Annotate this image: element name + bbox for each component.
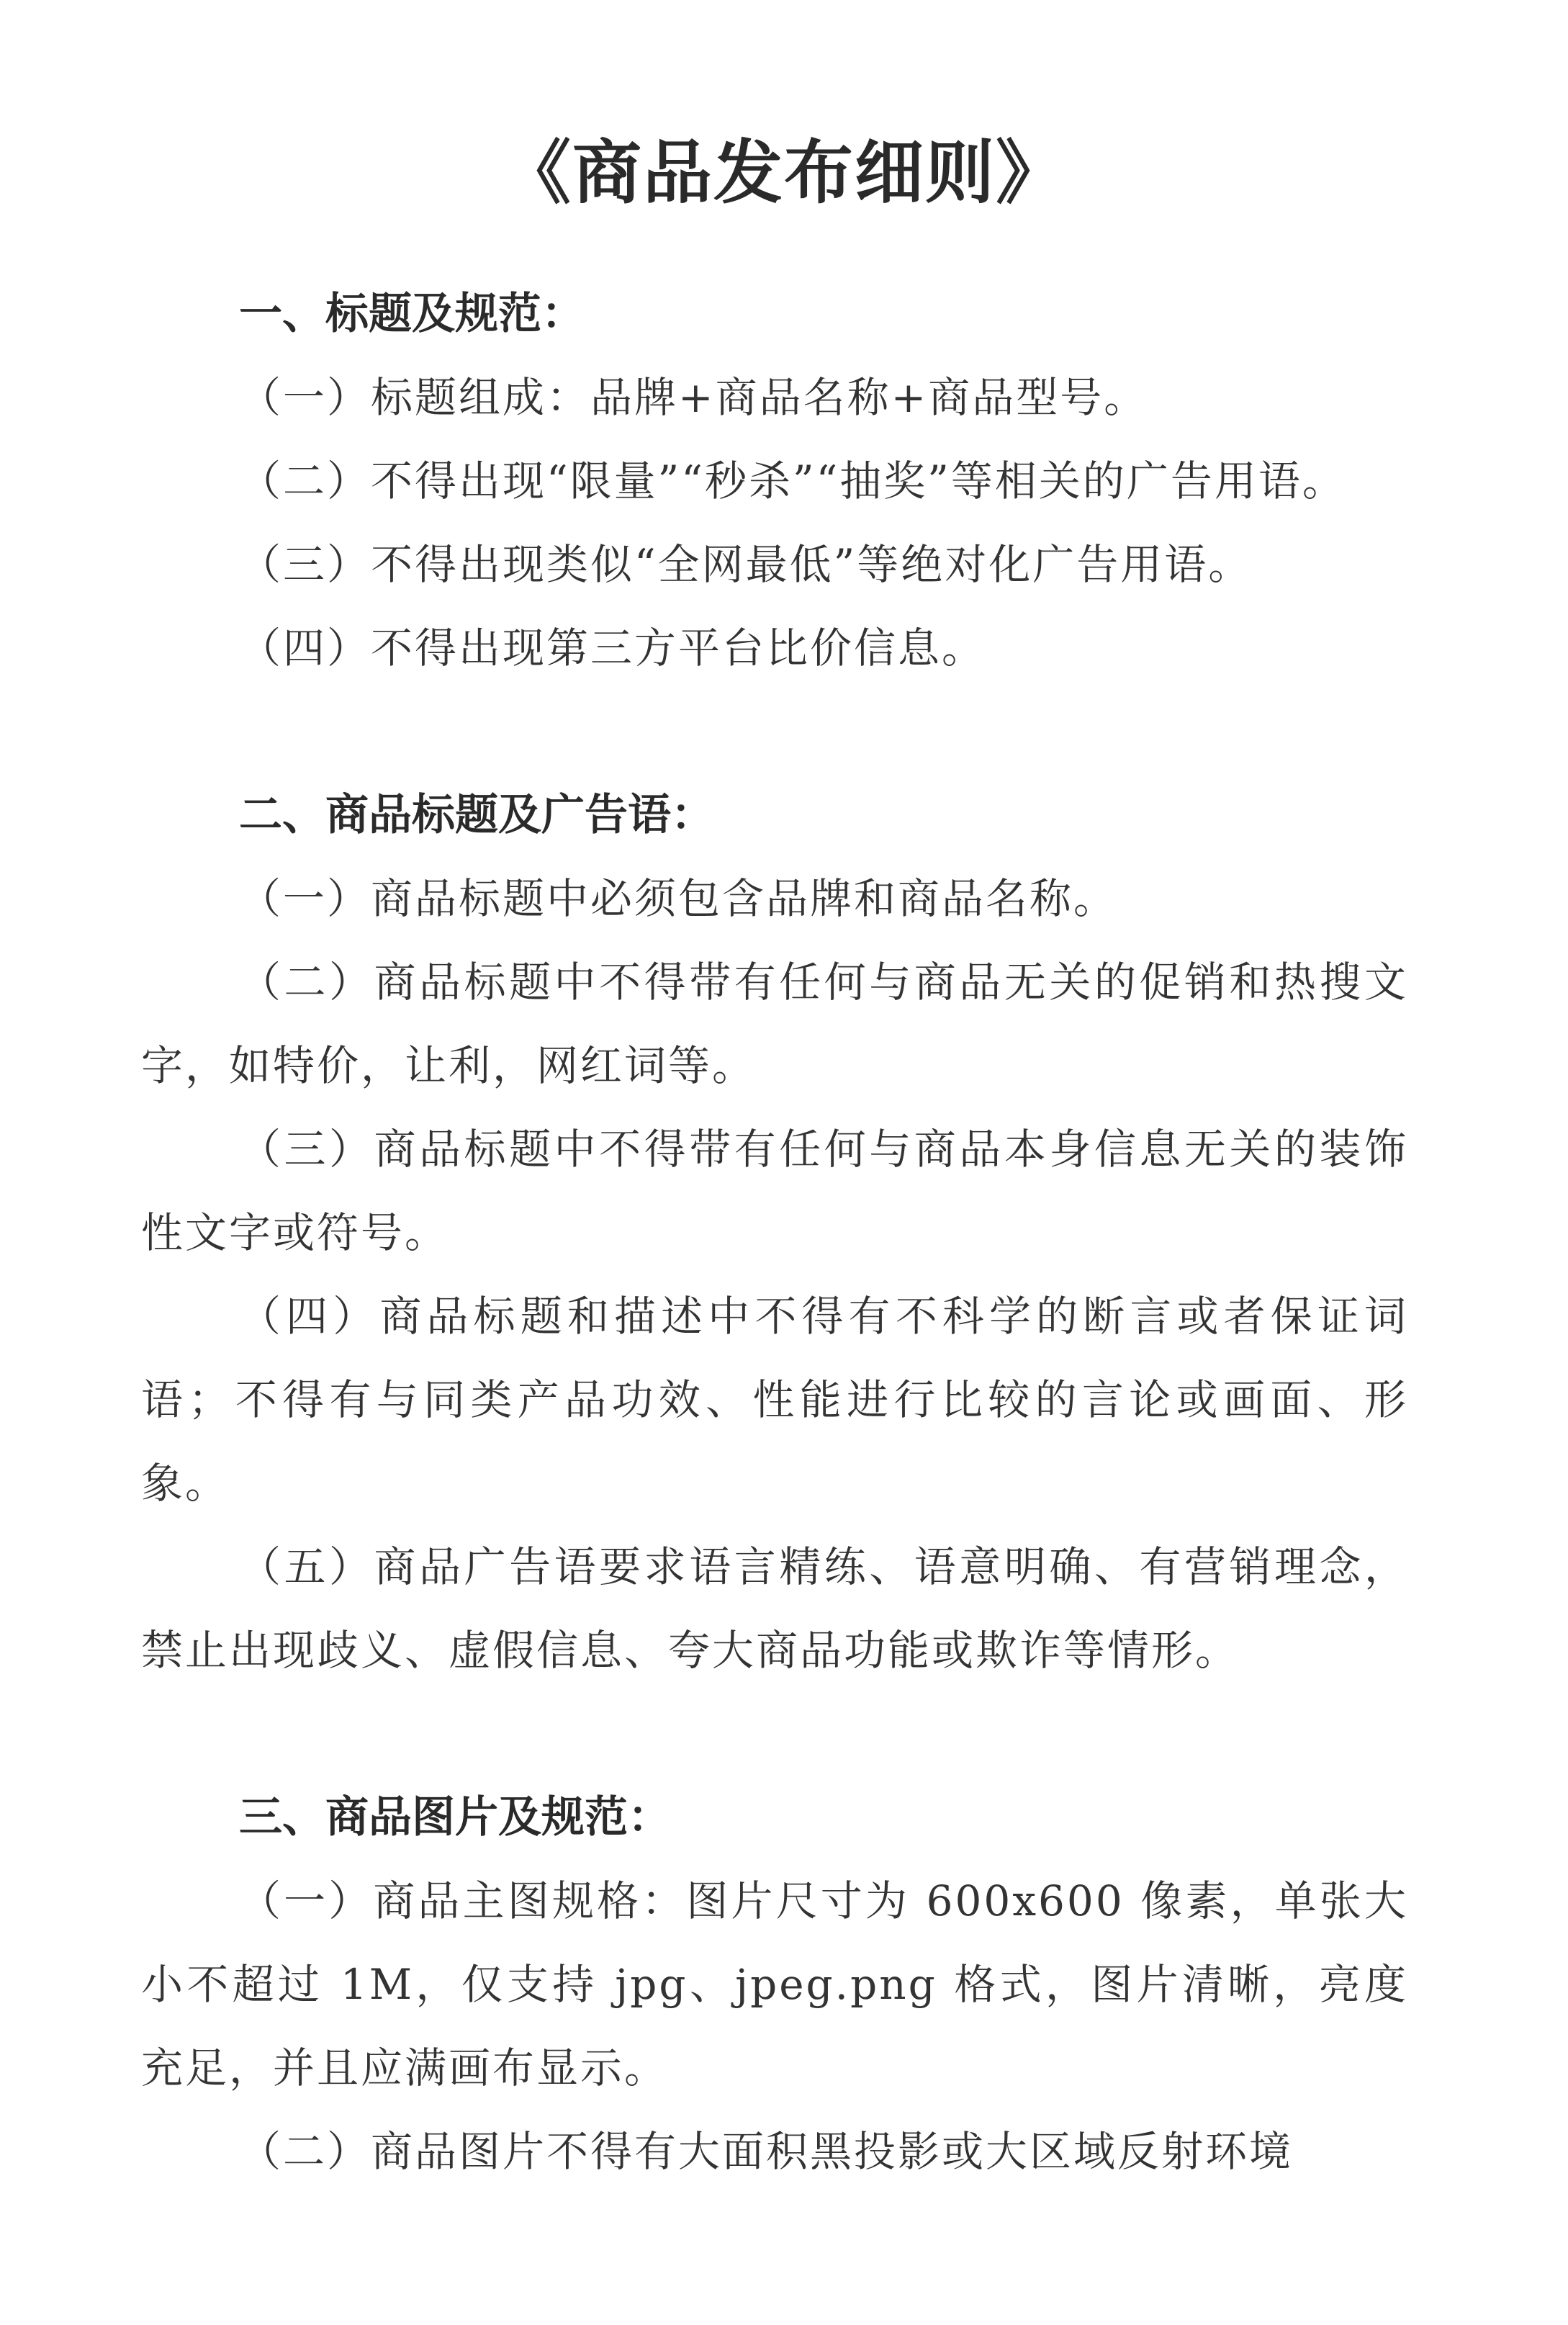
paragraph: （三）商品标题中不得带有任何与商品本身信息无关的装饰性文字或符号。 [141, 1125, 1408, 1257]
section-title-standards [141, 272, 1408, 690]
section-heading: 一、标题及规范： [239, 289, 585, 339]
section-title-and-slogan [141, 773, 1408, 1692]
paragraph: （二）商品图片不得有大面积黑投影或大区域反射环境 [239, 2127, 1294, 2176]
paragraph: （二）商品标题中不得带有任何与商品无关的促销和热搜文字，如特价，让利，网红词等。 [141, 958, 1408, 1090]
section-heading: 二、商品标题及广告语： [239, 790, 714, 840]
document-title: 《商品发布细则》 [502, 132, 1066, 213]
document-body [141, 272, 1408, 2193]
paragraph: （一）商品标题中必须包含品牌和商品名称。 [239, 874, 1118, 923]
section-heading: 三、商品图片及规范： [239, 1792, 671, 1843]
paragraph: （二）不得出现“限量”“秒杀”“抽奖”等相关的广告用语。 [239, 457, 1346, 505]
paragraph: （四）商品标题和描述中不得有不科学的断言或者保证词语；不得有与同类产品功效、性能进行比较的言论或画面、形象。 [141, 1292, 1408, 1508]
paragraph: （五）商品广告语要求语言精练、语意明确、有营销理念，禁止出现歧义、虚假信息、夸大商品功能或欺诈等情形。 [141, 1542, 1408, 1675]
section-images [141, 1776, 1408, 2193]
paragraph: （一）商品主图规格：图片尺寸为 600x600 像素，单张大小不超过 1M，仅支持 jpg、jpeg.png 格式，图片清晰，亮度充足，并且应满画布显示。 [141, 1876, 1408, 2092]
paragraph: （四）不得出现第三方平台比价信息。 [239, 624, 986, 673]
paragraph: （三）不得出现类似“全网最低”等绝对化广告用语。 [239, 540, 1253, 589]
paragraph: （一）标题组成：品牌+商品名称+商品型号。 [239, 373, 1148, 422]
